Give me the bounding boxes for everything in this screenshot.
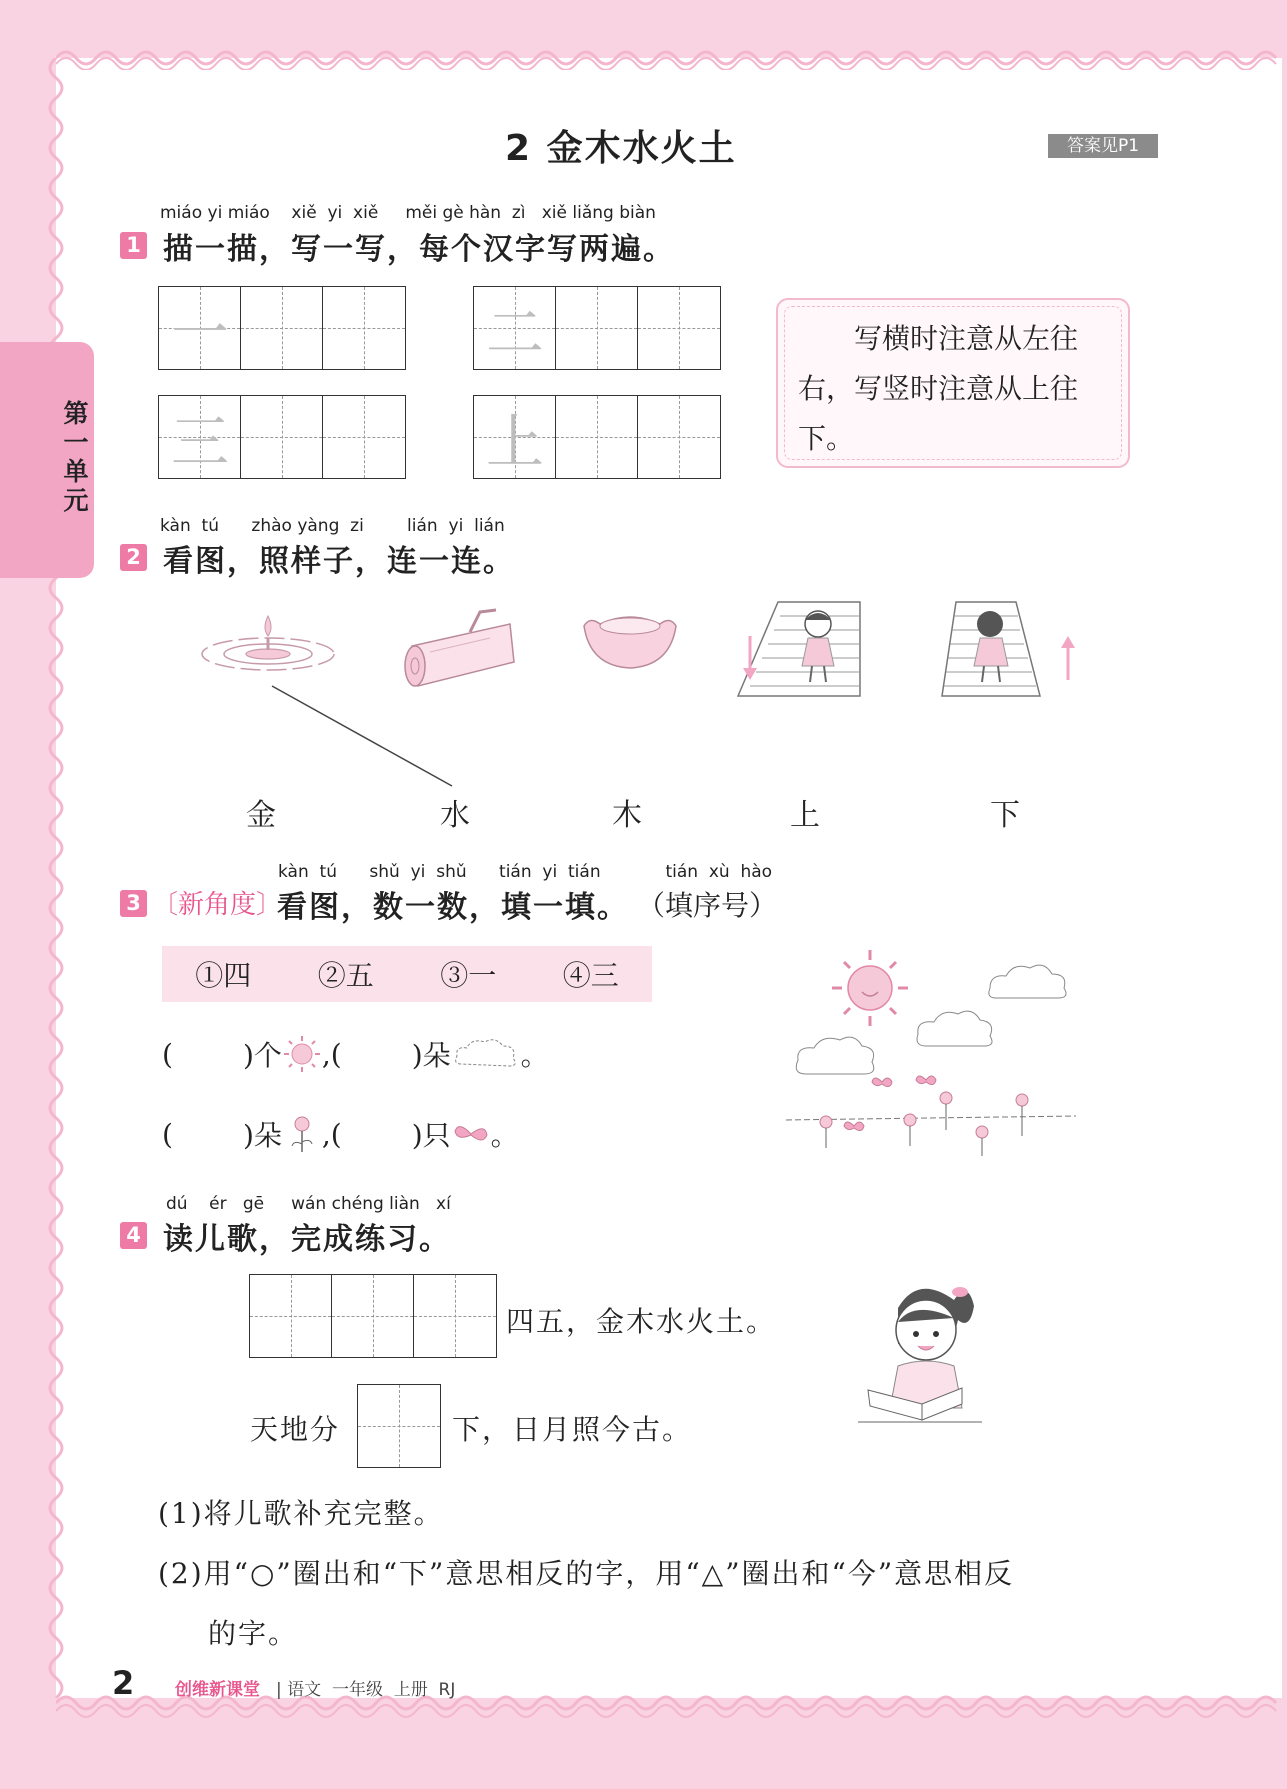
label-duo: )朵 [411, 1039, 451, 1072]
grid-cell-blank[interactable] [638, 287, 720, 369]
paren-open: ( [162, 1037, 173, 1071]
q1-number-badge: 1 [120, 232, 147, 259]
option-3[interactable]: ③一 [440, 959, 497, 992]
match-word-xia[interactable]: 下 [990, 798, 1020, 833]
writing-grid-san [158, 395, 406, 479]
sun-icon [832, 950, 908, 1026]
girl-down-stairs-icon[interactable] [738, 602, 860, 696]
fill-line-1 [162, 1034, 549, 1074]
matching-pictures [190, 596, 1090, 796]
girl-up-stairs-icon[interactable] [942, 602, 1075, 696]
ditty-line2-tail: 下，日月照今古。 [452, 1413, 693, 1446]
q4-subquestion-2: (2)用“○”圈出和“下”意思相反的字，用“△”圈出和“今”意思相反 [158, 1557, 1015, 1590]
trace-char: 一 [170, 299, 229, 367]
option-1[interactable]: ①四 [195, 959, 252, 992]
grid-cell-blank[interactable] [414, 1275, 496, 1357]
cloud-icon [989, 965, 1066, 998]
writing-grid-shang [473, 395, 721, 479]
page-title: 2 金木水火土 [505, 128, 737, 169]
answer-options-bar [162, 946, 652, 1002]
cloud-icon [917, 1011, 992, 1046]
butterfly-icon [844, 1076, 936, 1131]
fill-line-2 [162, 1112, 519, 1156]
grid-cell-blank[interactable] [556, 396, 638, 478]
ditty-grid-line1 [249, 1274, 497, 1358]
match-word-shui[interactable]: 水 [440, 798, 470, 833]
cloud-icon [451, 1036, 521, 1072]
q3-pinyin: kàn tú shǔ yi shǔ tián yi tián tián xù hào [278, 862, 773, 882]
grid-cell-blank[interactable] [638, 396, 720, 478]
grid-cell-sample [474, 287, 556, 369]
grid-cell-blank[interactable] [323, 287, 405, 369]
q4-subquestion-1: (1)将儿歌补充完整。 [158, 1497, 444, 1530]
paren-open-2: ,( [321, 1117, 342, 1151]
grid-cell-sample [474, 396, 556, 478]
grid-cell-blank[interactable] [323, 396, 405, 478]
grid-cell-sample [159, 396, 241, 478]
grid-cell-blank[interactable] [332, 1275, 414, 1357]
water-drop-icon[interactable] [202, 616, 334, 670]
unit-tab-label: 第一单元 [60, 400, 89, 516]
q1-instruction: 描一描，写一写，每个汉字写两遍。 [163, 232, 675, 267]
q4-pinyin: dú ér gē wán chéng liàn xí [166, 1194, 451, 1214]
label-zhi: )只 [411, 1119, 451, 1152]
butterfly-icon [451, 1119, 491, 1149]
q2-number-badge: 2 [120, 544, 147, 571]
footer-book-info: | 语文 一年级 上册 RJ [276, 1680, 456, 1700]
q3-note: （填序号） [637, 889, 778, 922]
page-number: 2 [112, 1664, 135, 1702]
paren-open: ( [162, 1117, 173, 1151]
grid-cell-blank[interactable] [358, 1385, 440, 1467]
ditty-line2-head: 天地分 [250, 1413, 341, 1446]
period-2: 。 [490, 1119, 519, 1152]
q1-pinyin: miáo yi miáo xiě yi xiě měi gè hàn zì xiě liǎng biàn [160, 203, 656, 223]
q3-instruction: 看图，数一数，填一填。 [277, 890, 629, 925]
option-4[interactable]: ④三 [562, 959, 619, 992]
paren-open-2: ,( [321, 1037, 342, 1071]
grid-cell-blank[interactable] [250, 1275, 332, 1357]
label-ge: )个 [242, 1039, 282, 1072]
writing-tip-box [776, 298, 1130, 468]
wavy-border-left [44, 58, 68, 1698]
writing-tip-text: 写横时注意从左往右，写竖时注意从上往下。 [798, 322, 1079, 455]
gold-ingot-icon[interactable] [584, 617, 676, 668]
q2-pinyin: kàn tú zhào yàng zi lián yi lián [160, 516, 505, 536]
period: 。 [520, 1039, 549, 1072]
cloud-icon [796, 1037, 874, 1074]
grid-cell-blank[interactable] [556, 287, 638, 369]
trace-char: 上 [485, 408, 544, 476]
ditty-line1-tail: 四五，金木水火土。 [506, 1305, 777, 1338]
sun-icon [282, 1034, 322, 1074]
grid-cell-sample [159, 287, 241, 369]
log-icon[interactable] [405, 610, 514, 686]
flower-icon [282, 1112, 322, 1156]
sample-match-line [272, 686, 452, 786]
writing-grid-yi [158, 286, 406, 370]
q4-subquestion-2-cont: 的字。 [208, 1617, 299, 1650]
q4-number-badge: 4 [120, 1222, 147, 1249]
option-2[interactable]: ②五 [317, 959, 374, 992]
grid-cell-blank[interactable] [241, 287, 323, 369]
q3-number-badge: 3 [120, 890, 147, 917]
grid-cell-blank[interactable] [241, 396, 323, 478]
match-word-jin[interactable]: 金 [246, 798, 276, 833]
writing-grid-er [473, 286, 721, 370]
ditty-grid-line2 [357, 1384, 441, 1468]
counting-scene-illustration [786, 950, 1076, 1160]
footer-brand: 创维新课堂 [175, 1680, 260, 1700]
label-duo-2: )朵 [242, 1119, 282, 1152]
match-word-shang[interactable]: 上 [790, 798, 820, 833]
trace-char: 三 [170, 408, 229, 476]
girl-reading-illustration [858, 1270, 988, 1430]
match-word-mu[interactable]: 木 [612, 798, 642, 833]
answer-reference-badge: 答案见P1 [1048, 134, 1158, 158]
wavy-border-top [56, 46, 1282, 70]
q4-instruction: 读儿歌，完成练习。 [163, 1222, 451, 1257]
trace-char: 二 [485, 299, 544, 367]
new-angle-tag: 〔新角度〕 [152, 890, 283, 920]
q2-instruction: 看图，照样子，连一连。 [163, 544, 515, 579]
